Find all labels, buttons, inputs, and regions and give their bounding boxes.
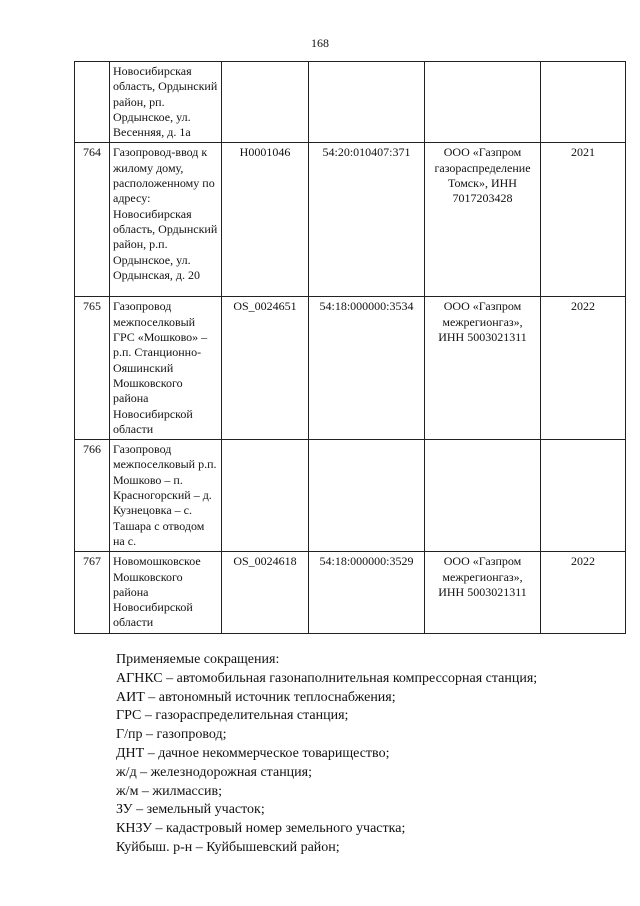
abbreviation-item: АГНКС – автомобильная газонаполнительная компрессорная станция;: [116, 670, 538, 686]
row-number: [75, 62, 110, 143]
abbreviation-item: КНЗУ – кадастровый номер земельного участка;: [116, 821, 406, 837]
abbreviation-item: АИТ – автономный источник теплоснабжения;: [116, 689, 396, 705]
abbreviations-section: [116, 651, 616, 858]
row-number: 767: [75, 552, 110, 634]
table-row: [75, 143, 626, 297]
table-row: [75, 440, 626, 552]
object-name: Новосибирская область, Ордынский район, рп. Ордынское, ул. Весенняя, д. 1а: [110, 62, 222, 143]
object-name: Газопровод-ввод к жилому дому, расположенному по адресу: Новосибирская область, Ордынский район, р.п. Ордынское, ул. Ордынская, д. 20: [110, 143, 222, 297]
year: [541, 62, 626, 143]
object-code: [222, 62, 309, 143]
row-number: 764: [75, 143, 110, 297]
year: 2022: [541, 552, 626, 634]
owner: ООО «Газпром межрегионгаз», ИНН 5003021311: [425, 297, 541, 440]
object-code: OS_0024651: [222, 297, 309, 440]
object-name: Новомошковское Мошковского района Новосибирской области: [110, 552, 222, 634]
abbreviation-item: Г/пр – газопровод;: [116, 727, 227, 743]
table-row: [75, 62, 626, 143]
year: [541, 440, 626, 552]
table-row: [75, 297, 626, 440]
cadastral-number: [309, 62, 425, 143]
owner: [425, 440, 541, 552]
abbreviation-item: Куйбыш. р-н – Куйбышевский район;: [116, 839, 340, 855]
abbreviation-item: ДНТ – дачное некоммерческое товарищество;: [116, 745, 390, 761]
cadastral-number: [309, 440, 425, 552]
object-code: [222, 440, 309, 552]
cadastral-number: 54:18:000000:3534: [309, 297, 425, 440]
year: 2022: [541, 297, 626, 440]
cadastral-number: 54:20:010407:371: [309, 143, 425, 297]
owner: [425, 62, 541, 143]
register-table: [74, 61, 626, 634]
page-number: 168: [311, 36, 329, 50]
object-name: Газопровод межпоселковый р.п. Мошково – п. Красногорский – д. Кузнецовка – с. Ташара с отводом на с.: [110, 440, 222, 552]
abbreviation-item: ЗУ – земельный участок;: [116, 802, 265, 818]
abbreviation-item: ГРС – газораспределительная станция;: [116, 708, 349, 724]
object-code: H0001046: [222, 143, 309, 297]
object-name: Газопровод межпоселковый ГРС «Мошково» – р.п. Станционно-Ояшинский Мошковского района Новосибирской области: [110, 297, 222, 440]
table-row: [75, 552, 626, 634]
owner: ООО «Газпром газораспределение Томск», ИНН 7017203428: [425, 143, 541, 297]
abbreviations-heading: Применяемые сокращения:: [116, 652, 280, 667]
abbreviation-item: ж/м – жилмассив;: [116, 783, 222, 799]
owner: ООО «Газпром межрегионгаз», ИНН 5003021311: [425, 552, 541, 634]
row-number: 765: [75, 297, 110, 440]
year: 2021: [541, 143, 626, 297]
abbreviation-item: ж/д – железнодорожная станция;: [116, 764, 312, 780]
object-code: OS_0024618: [222, 552, 309, 634]
cadastral-number: 54:18:000000:3529: [309, 552, 425, 634]
row-number: 766: [75, 440, 110, 552]
